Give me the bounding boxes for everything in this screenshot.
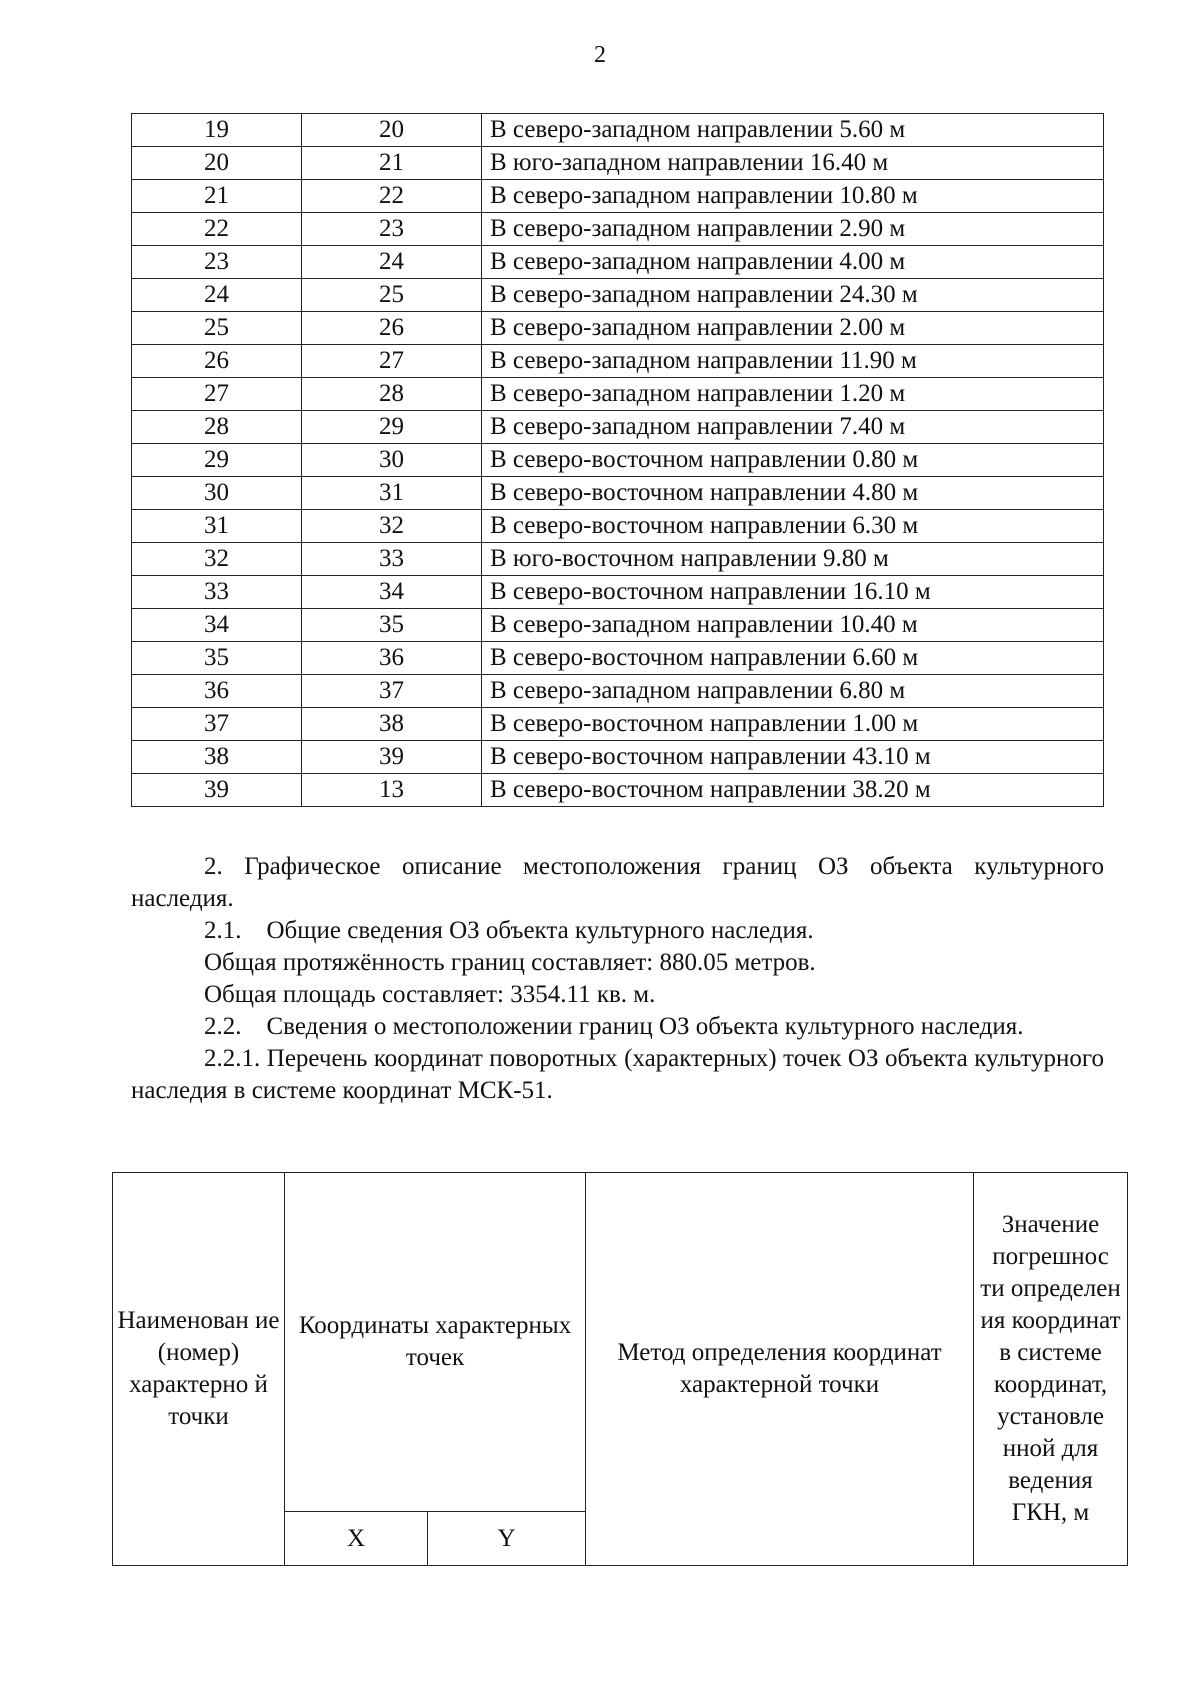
- segment-description: В северо-восточном направлении 16.10 м: [482, 576, 1104, 609]
- segment-from: 27: [132, 378, 302, 411]
- segment-from: 35: [132, 642, 302, 675]
- coordinates-table: [112, 1172, 1128, 1566]
- table-row: [132, 510, 1104, 543]
- table-row: [132, 180, 1104, 213]
- segment-to: 27: [302, 345, 482, 378]
- segment-from: 25: [132, 312, 302, 345]
- table-row: [132, 741, 1104, 774]
- segment-description: В северо-западном направлении 1.20 м: [482, 378, 1104, 411]
- section-2-2-1-heading: 2.2.1. Перечень координат поворотных (характерных) точек ОЗ объекта культурного наследия в системе координат МСК-51.: [131, 1045, 1104, 1104]
- segment-to: 20: [302, 114, 482, 147]
- segment-description: В северо-восточном направлении 43.10 м: [482, 741, 1104, 774]
- segment-description: В северо-западном направлении 11.90 м: [482, 345, 1104, 378]
- segment-from: 22: [132, 213, 302, 246]
- table-row: [132, 642, 1104, 675]
- table-row: [132, 114, 1104, 147]
- segment-from: 33: [132, 576, 302, 609]
- segment-description: В юго-западном направлении 16.40 м: [482, 147, 1104, 180]
- segment-to: 39: [302, 741, 482, 774]
- table-row: [132, 543, 1104, 576]
- segment-to: 34: [302, 576, 482, 609]
- header-point-name: Наименован ие (номер) характерно й точки: [113, 1173, 285, 1566]
- segment-description: В юго-восточном направлении 9.80 м: [482, 543, 1104, 576]
- section-2-2-heading: 2.2. Сведения о местоположении границ ОЗ объекта культурного наследия.: [204, 1013, 1024, 1040]
- section-text: [131, 851, 1104, 1107]
- segment-to: 13: [302, 774, 482, 807]
- segment-from: 24: [132, 279, 302, 312]
- segment-to: 24: [302, 246, 482, 279]
- table-row: [132, 774, 1104, 807]
- segment-to: 32: [302, 510, 482, 543]
- segment-from: 32: [132, 543, 302, 576]
- segment-to: 26: [302, 312, 482, 345]
- segment-description: В северо-западном направлении 10.80 м: [482, 180, 1104, 213]
- segment-to: 37: [302, 675, 482, 708]
- table-row: [132, 444, 1104, 477]
- segment-from: 20: [132, 147, 302, 180]
- segment-to: 28: [302, 378, 482, 411]
- boundary-segments-table: [131, 113, 1104, 807]
- segment-description: В северо-восточном направлении 6.60 м: [482, 642, 1104, 675]
- header-coordinates: Координаты характерных точек: [285, 1173, 586, 1512]
- segment-from: 39: [132, 774, 302, 807]
- segment-description: В северо-западном направлении 5.60 м: [482, 114, 1104, 147]
- segment-to: 29: [302, 411, 482, 444]
- segment-description: В северо-восточном направлении 6.30 м: [482, 510, 1104, 543]
- header-x: X: [285, 1512, 428, 1566]
- section-2-heading: 2. Графическое описание местоположения границ ОЗ объекта культурного наследия.: [131, 853, 1104, 912]
- segment-from: 30: [132, 477, 302, 510]
- table-row: [132, 246, 1104, 279]
- segment-to: 22: [302, 180, 482, 213]
- segment-to: 21: [302, 147, 482, 180]
- segment-from: 36: [132, 675, 302, 708]
- segment-from: 38: [132, 741, 302, 774]
- segment-to: 35: [302, 609, 482, 642]
- segment-from: 21: [132, 180, 302, 213]
- segment-from: 23: [132, 246, 302, 279]
- table-row: [132, 213, 1104, 246]
- table-row: [132, 279, 1104, 312]
- segment-description: В северо-восточном направлении 0.80 м: [482, 444, 1104, 477]
- table-row: [132, 609, 1104, 642]
- segment-description: В северо-западном направлении 4.00 м: [482, 246, 1104, 279]
- segment-from: 28: [132, 411, 302, 444]
- header-y: Y: [428, 1512, 586, 1566]
- segment-description: В северо-западном направлении 7.40 м: [482, 411, 1104, 444]
- segment-to: 33: [302, 543, 482, 576]
- segment-to: 36: [302, 642, 482, 675]
- table-row: [132, 675, 1104, 708]
- table-row: [132, 411, 1104, 444]
- segment-to: 23: [302, 213, 482, 246]
- table-row: [132, 345, 1104, 378]
- segment-to: 31: [302, 477, 482, 510]
- header-error: Значение погрешнос ти определен ия координат в системе координат, установле нной для ведения ГКН, м: [974, 1173, 1128, 1566]
- segment-description: В северо-западном направлении 6.80 м: [482, 675, 1104, 708]
- segment-description: В северо-западном направлении 2.00 м: [482, 312, 1104, 345]
- table-row: [132, 708, 1104, 741]
- segment-from: 37: [132, 708, 302, 741]
- segment-description: В северо-восточном направлении 38.20 м: [482, 774, 1104, 807]
- segment-description: В северо-западном направлении 24.30 м: [482, 279, 1104, 312]
- segment-description: В северо-восточном направлении 4.80 м: [482, 477, 1104, 510]
- segment-from: 31: [132, 510, 302, 543]
- table-row: [132, 477, 1104, 510]
- segment-description: В северо-западном направлении 10.40 м: [482, 609, 1104, 642]
- total-area-text: Общая площадь составляет: 3354.11 кв. м.: [204, 981, 656, 1008]
- segment-description: В северо-западном направлении 2.90 м: [482, 213, 1104, 246]
- segment-to: 38: [302, 708, 482, 741]
- table-row: [132, 312, 1104, 345]
- segment-description: В северо-восточном направлении 1.00 м: [482, 708, 1104, 741]
- segment-from: 29: [132, 444, 302, 477]
- page-number: 2: [594, 42, 606, 68]
- section-2-1-heading: 2.1. Общие сведения ОЗ объекта культурного наследия.: [204, 917, 814, 944]
- table-row: [132, 378, 1104, 411]
- total-length-text: Общая протяжённость границ составляет: 880.05 метров.: [204, 949, 816, 976]
- segment-from: 19: [132, 114, 302, 147]
- segment-from: 34: [132, 609, 302, 642]
- segment-to: 30: [302, 444, 482, 477]
- table-row: [132, 576, 1104, 609]
- segment-from: 26: [132, 345, 302, 378]
- table-row: [132, 147, 1104, 180]
- header-method: Метод определения координат характерной точки: [586, 1173, 974, 1566]
- segment-to: 25: [302, 279, 482, 312]
